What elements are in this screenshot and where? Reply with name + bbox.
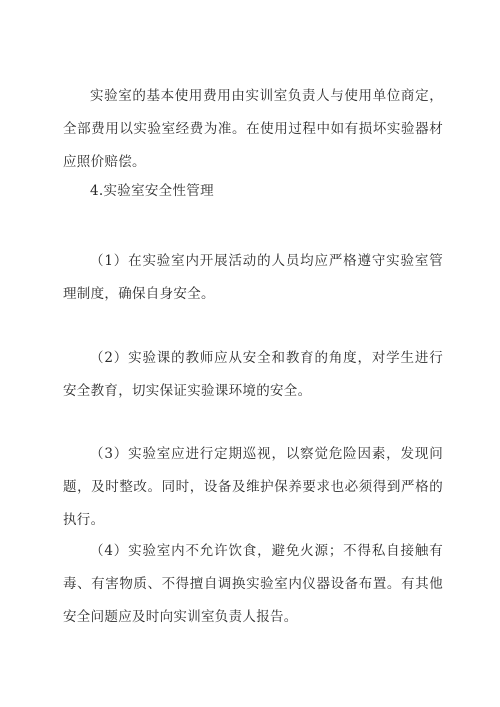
intro-paragraph: 实验室的基本使用费用由实训室负责人与使用单位商定，全部费用以实验室经费为准。在使用过程中如有损坏实验器材应照价赔偿。 xyxy=(63,88,443,170)
list-item: （1）在实验室内开展活动的人员均应严格遵守实验室管理制度，确保自身安全。 xyxy=(63,253,443,302)
list-item: （2）实验课的教师应从安全和教育的角度，对学生进行安全教育，切实保证实验课环境的安全。 xyxy=(63,350,443,399)
section-heading: 4.实验室安全性管理 xyxy=(90,183,214,199)
list-item: （4）实验室内不允许饮食，避免火源；不得私自接触有毒、有害物质、不得擅自调换实验室内仪器设备布置。有其他安全问题应及时向实训室负责人报告。 xyxy=(63,543,443,625)
list-item: （3）实验室应进行定期巡视，以察觉危险因素，发现问题，及时整改。同时，设备及维护保养要求也必须得到严格的执行。 xyxy=(63,446,443,528)
